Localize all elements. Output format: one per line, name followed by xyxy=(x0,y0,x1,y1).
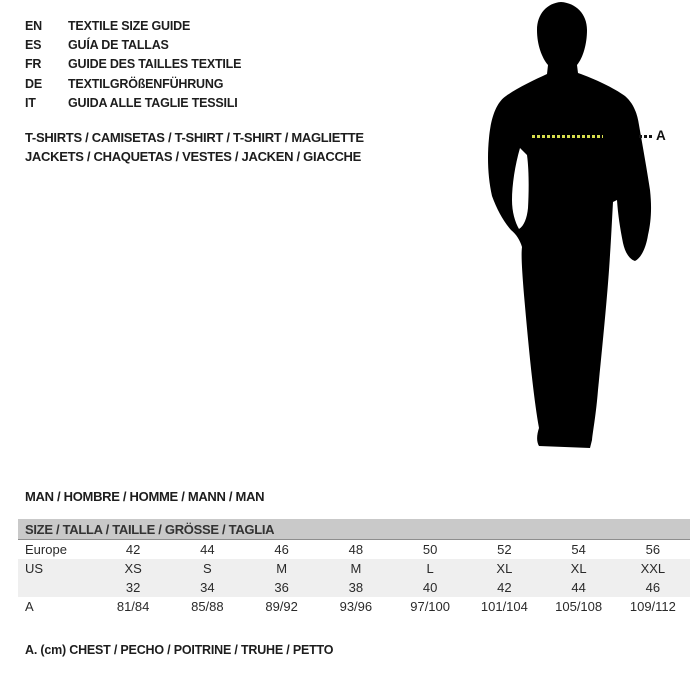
size-table-header: SIZE / TALLA / TAILLE / GRÖSSE / TAGLIA xyxy=(18,519,690,540)
language-title-en: TEXTILE SIZE GUIDE xyxy=(68,19,191,33)
numeric-size-cell: 44 xyxy=(571,580,586,595)
man-silhouette xyxy=(486,0,656,455)
measurement-footnote: A. (cm) CHEST / PECHO / POITRINE / TRUHE / PETTO xyxy=(25,643,334,657)
us-size-cell: L xyxy=(426,561,434,576)
row-label-numeric xyxy=(18,578,96,597)
chest-measure-cell: 89/92 xyxy=(265,599,298,614)
chest-measure-cell: 105/108 xyxy=(555,599,603,614)
chest-measurement-dotted-line xyxy=(532,135,603,138)
us-size-cell: XL xyxy=(496,561,513,576)
us-size-cell: XL xyxy=(570,561,587,576)
us-size-cell: XXL xyxy=(640,561,666,576)
chest-measure-cell: 93/96 xyxy=(339,599,373,614)
chest-measure-cell: 81/84 xyxy=(116,599,150,614)
language-code-it: IT xyxy=(25,95,36,110)
us-size-cell: S xyxy=(203,561,212,576)
language-code-es: ES xyxy=(25,38,42,53)
table-row-europe xyxy=(18,540,690,559)
language-row-fr xyxy=(25,55,241,74)
numeric-size-cell: 32 xyxy=(125,580,141,595)
language-title-de: TEXTILGRÖßENFÜHRUNG xyxy=(68,76,224,91)
language-row-it xyxy=(25,94,241,113)
language-row-es xyxy=(25,36,241,55)
measurement-leader-dashes xyxy=(639,135,652,138)
language-title-it: GUIDA ALLE TAGLIE TESSILI xyxy=(68,95,238,110)
numeric-size-cell: 42 xyxy=(497,580,512,595)
us-size-cell: XS xyxy=(124,561,142,576)
europe-size-cell: 54 xyxy=(571,542,586,557)
measurement-label-a: A xyxy=(656,128,666,143)
category-list xyxy=(25,128,364,166)
europe-size-cell: 56 xyxy=(645,542,661,557)
category-tshirts: T-SHIRTS / CAMISETAS / T-SHIRT / T-SHIRT / MAGLIETTE xyxy=(25,130,364,145)
language-code-fr: FR xyxy=(25,57,42,72)
europe-size-cell: 50 xyxy=(422,542,438,557)
language-title-list xyxy=(25,17,241,113)
size-table xyxy=(18,519,690,616)
category-jackets: JACKETS / CHAQUETAS / VESTES / JACKEN / GIACCHE xyxy=(25,149,361,164)
europe-size-cell: 44 xyxy=(200,542,215,557)
language-row-de xyxy=(25,75,241,94)
row-label-chest: A xyxy=(25,599,34,614)
numeric-size-cell: 38 xyxy=(348,580,364,595)
chest-measure-cell: 97/100 xyxy=(410,599,450,614)
language-code-de: DE xyxy=(25,76,42,91)
table-row-us xyxy=(18,559,690,578)
numeric-size-cell: 46 xyxy=(645,580,661,595)
chest-measure-cell: 109/112 xyxy=(629,599,676,614)
table-row-chest xyxy=(18,597,690,616)
europe-size-cell: 52 xyxy=(497,542,512,557)
language-row-en xyxy=(25,17,241,36)
section-title-man: MAN / HOMBRE / HOMME / MANN / MAN xyxy=(25,489,265,504)
row-label-us: US xyxy=(25,561,44,576)
table-row-numeric xyxy=(18,578,690,597)
europe-size-cell: 48 xyxy=(348,542,364,557)
us-size-cell: M xyxy=(276,561,288,576)
numeric-size-cell: 36 xyxy=(274,580,289,595)
us-size-cell: M xyxy=(350,561,362,576)
europe-size-cell: 42 xyxy=(125,542,141,557)
row-label-europe: Europe xyxy=(25,542,67,557)
language-title-fr: GUIDE DES TAILLES TEXTILE xyxy=(68,57,242,72)
chest-measure-cell: 85/88 xyxy=(191,599,224,614)
language-code-en: EN xyxy=(25,19,42,33)
europe-size-cell: 46 xyxy=(274,542,289,557)
chest-measure-cell: 101/104 xyxy=(480,599,528,614)
numeric-size-cell: 34 xyxy=(200,580,215,595)
numeric-size-cell: 40 xyxy=(422,580,438,595)
language-title-es: GUÍA DE TALLAS xyxy=(68,38,169,53)
